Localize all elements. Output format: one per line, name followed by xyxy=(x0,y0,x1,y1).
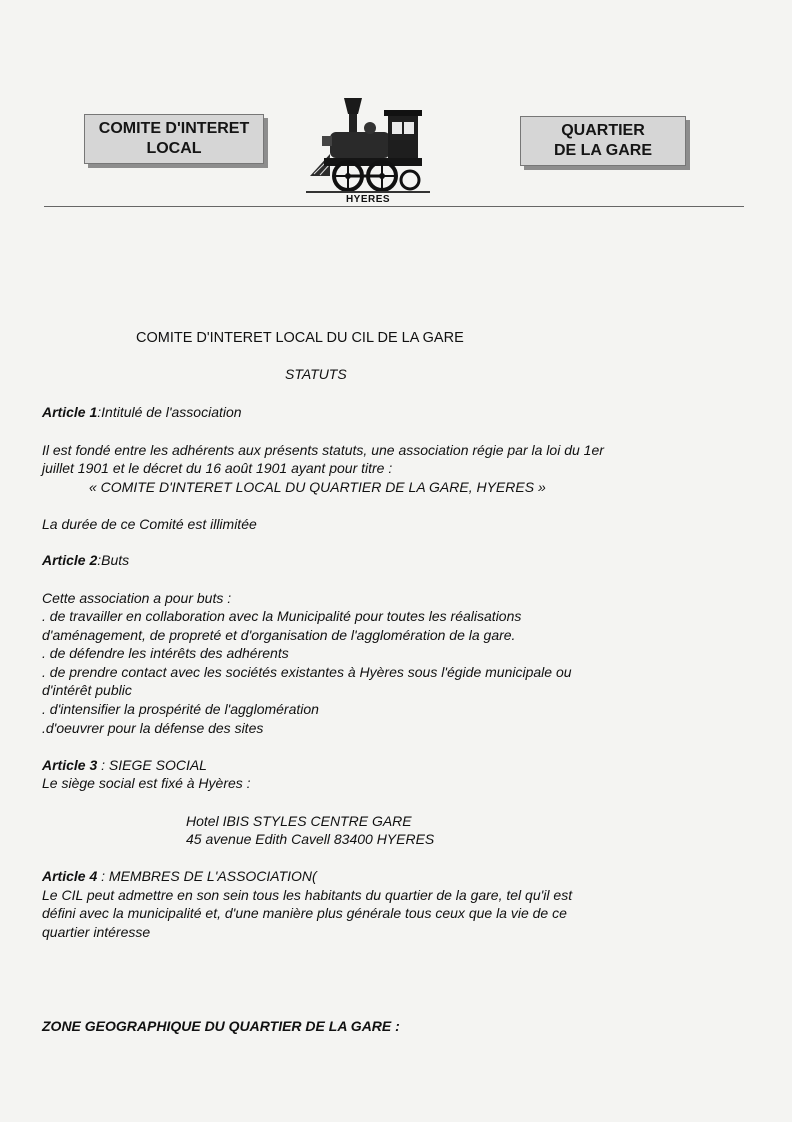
article-4-heading xyxy=(42,867,317,885)
zone-geographique-heading: ZONE GEOGRAPHIQUE DU QUARTIER DE LA GARE : xyxy=(42,1018,400,1034)
bleed-through-background xyxy=(60,68,760,85)
article-2-item: d'aménagement, de propreté et d'organisation de l'agglomération de la gare. xyxy=(42,627,516,643)
article-2-heading xyxy=(42,551,129,569)
logo-caption: HYERES xyxy=(345,194,391,205)
article-3-label: Article 3 xyxy=(42,757,98,773)
header-divider xyxy=(44,206,744,207)
article-1-duree: La durée de ce Comité est illimitée xyxy=(42,516,257,532)
article-4-text-line: quartier intéresse xyxy=(42,924,151,940)
article-1-title: :Intitulé de l'association xyxy=(97,404,242,420)
article-2-label: Article 2 xyxy=(42,552,98,568)
article-4-label: Article 4 xyxy=(42,868,98,884)
article-1-text-line-1: Il est fondé entre les adhérents aux présents statuts, une association régie par la loi du 1er xyxy=(42,442,604,458)
siege-address-line-1: Hotel IBIS STYLES CENTRE GARE xyxy=(186,813,412,829)
siege-address-line-2: 45 avenue Edith Cavell 83400 HYERES xyxy=(186,831,435,847)
article-4-title: : MEMBRES DE L'ASSOCIATION( xyxy=(97,868,317,884)
article-3-text: Le siège social est fixé à Hyères : xyxy=(42,775,251,791)
article-3-title: : SIEGE SOCIAL xyxy=(97,757,207,773)
article-3-heading xyxy=(42,756,207,774)
article-4-text-line: Le CIL peut admettre en son sein tous les habitants du quartier de la gare, tel qu'il est xyxy=(42,887,573,903)
header-box-comite: COMITE D'INTERET LOCAL xyxy=(84,114,264,164)
article-4-text-line: défini avec la municipalité et, d'une manière plus générale tous ceux que la vie de ce xyxy=(42,905,567,921)
article-2-title: :Buts xyxy=(97,552,130,568)
article-2-intro: Cette association a pour buts : xyxy=(42,590,232,606)
article-1-text-line-2: juillet 1901 et le décret du 16 août 1901 ayant pour titre : xyxy=(42,460,393,476)
article-2-item: . de travailler en collaboration avec la Municipalité pour toutes les réalisations xyxy=(42,608,522,624)
article-1-heading xyxy=(42,403,242,421)
article-2-item: d'intérêt public xyxy=(42,682,132,698)
header-box-quartier: QUARTIER DE LA GARE xyxy=(520,116,686,166)
locomotive-logo-icon xyxy=(304,92,432,196)
document-title: COMITE D'INTERET LOCAL DU CIL DE LA GARE xyxy=(136,330,464,346)
article-2-item: . de prendre contact avec les sociétés existantes à Hyères sous l'égide municipale ou xyxy=(42,664,572,680)
document-subtitle: STATUTS xyxy=(285,366,347,382)
association-name: « COMITE D'INTERET LOCAL DU QUARTIER DE LA GARE, HYERES » xyxy=(89,479,546,495)
article-2-item: . de défendre les intérêts des adhérents xyxy=(42,645,289,661)
article-2-item: .d'oeuvrer pour la défense des sites xyxy=(42,720,264,736)
article-1-label: Article 1 xyxy=(42,404,98,420)
article-2-item: . d'intensifier la prospérité de l'agglomération xyxy=(42,701,319,717)
